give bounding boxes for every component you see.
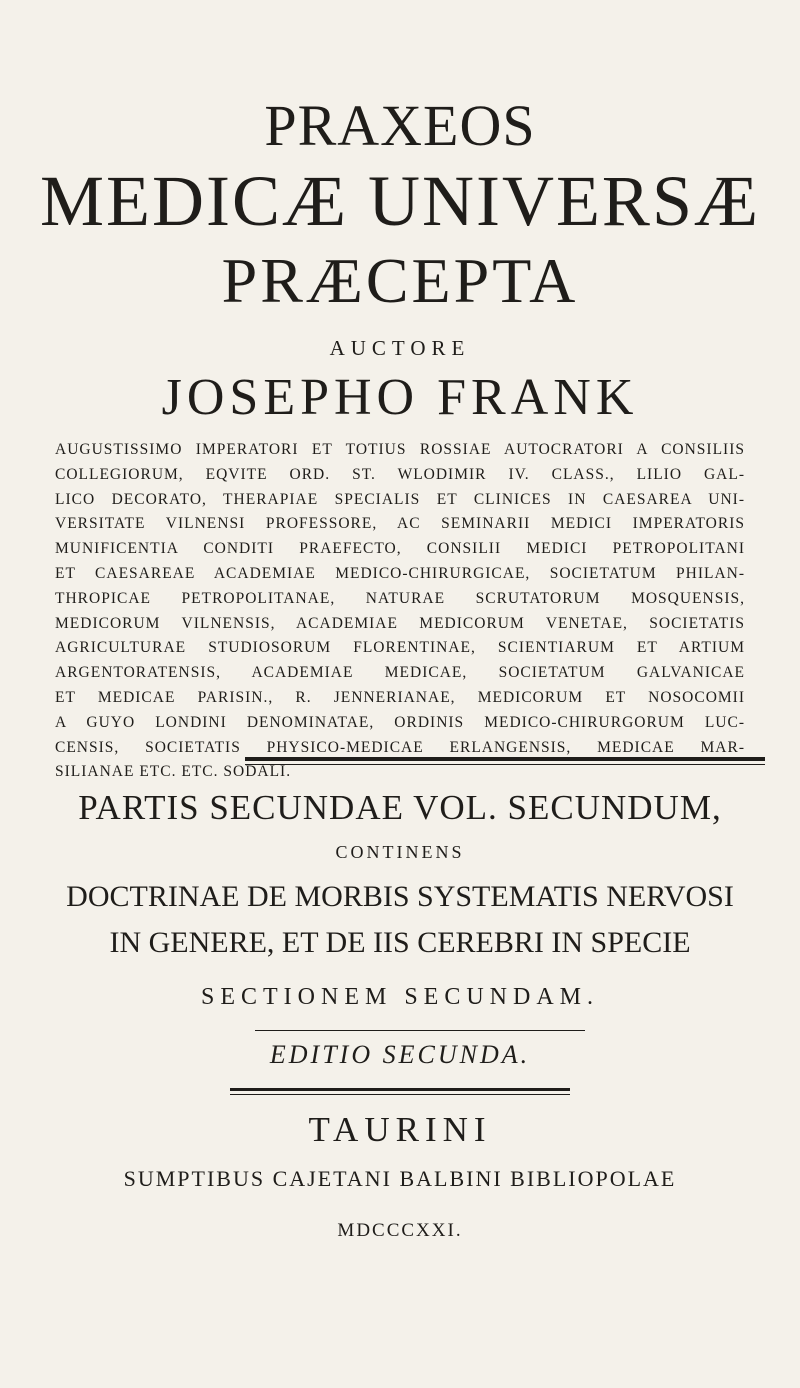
divider-rule-editio-bottom-thick [230, 1088, 570, 1091]
imprint-publisher: SUMPTIBUS CAJETANI BALBINI BIBLIOPOLAE [123, 1166, 677, 1191]
author-titles [55, 438, 745, 785]
imprint-place: TAURINI [308, 1110, 492, 1149]
edition-label: EDITIO SECUNDA. [269, 1040, 531, 1069]
author-name: JOSEPHO FRANK [161, 369, 639, 426]
divider-rule-thin [245, 764, 765, 765]
author-title-line: MEDICORUM VILNENSIS, ACADEMIAE MEDICORUM VENETAE, SOCIETATIS [55, 614, 745, 632]
author-title-line: ET CAESAREAE ACADEMIAE MEDICO-CHIRURGICAE, SOCIETATUM PHILAN- [55, 564, 745, 582]
author-title-line: SILIANAE ETC. ETC. SODALI. [55, 763, 292, 781]
imprint-year: MDCCCXXI. [337, 1220, 463, 1241]
divider-rule-editio-bottom-thin [230, 1094, 570, 1095]
author-title-line: COLLEGIORUM, EQVITE ORD. ST. WLODIMIR IV. CLASS., LILIO GAL- [55, 465, 745, 483]
title-line-2: MEDICÆ UNIVERSÆ [39, 161, 761, 241]
author-title-line: LICO DECORATO, THERAPIAE SPECIALIS ET CLINICES IN CAESAREA UNI- [55, 490, 745, 508]
divider-rule-thick [245, 757, 765, 761]
divider-rule-editio-top [255, 1030, 585, 1031]
author-title-line: ET MEDICAE PARISIN., R. JENNERIANAE, MEDICORUM ET NOSOCOMII [55, 688, 745, 706]
sectionem-line: SECTIONEM SECUNDAM. [200, 984, 599, 1010]
doctrine-line-2: IN GENERE, ET DE IIS CEREBRI IN SPECIE [109, 926, 691, 959]
title-line-1: PRAXEOS [264, 93, 536, 158]
continens-label: CONTINENS [335, 842, 465, 862]
author-title-line: MUNIFICENTIA CONDITI PRAEFECTO, CONSILII MEDICI PETROPOLITANI [55, 540, 745, 558]
author-title-line: CENSIS, SOCIETATIS PHYSICO-MEDICAE ERLANGENSIS, MEDICAE MAR- [55, 738, 745, 756]
author-title-line: AUGUSTISSIMO IMPERATORI ET TOTIUS ROSSIAE AUTOCRATORI A CONSILIIS [55, 441, 745, 458]
author-title-line: ARGENTORATENSIS, ACADEMIAE MEDICAE, SOCIETATUM GALVANICAE [55, 664, 745, 682]
author-title-line: VERSITATE VILNENSI PROFESSORE, AC SEMINARII MEDICI IMPERATORIS [55, 515, 745, 533]
volume-title: PARTIS SECUNDAE VOL. SECUNDUM, [78, 788, 722, 827]
doctrine-line-1: DOCTRINAE DE MORBIS SYSTEMATIS NERVOSI [66, 880, 734, 913]
auctore-label: AUCTORE [329, 336, 471, 360]
author-title-line: A GUYO LONDINI DENOMINATAE, ORDINIS MEDICO-CHIRURGORUM LUC- [55, 713, 745, 731]
title-line-3: PRÆCEPTA [221, 245, 579, 316]
author-title-line: THROPICAE PETROPOLITANAE, NATURAE SCRUTATORUM MOSQUENSIS, [55, 589, 745, 607]
author-title-line: AGRICULTURAE STUDIOSORUM FLORENTINAE, SCIENTIARUM ET ARTIUM [55, 639, 745, 657]
